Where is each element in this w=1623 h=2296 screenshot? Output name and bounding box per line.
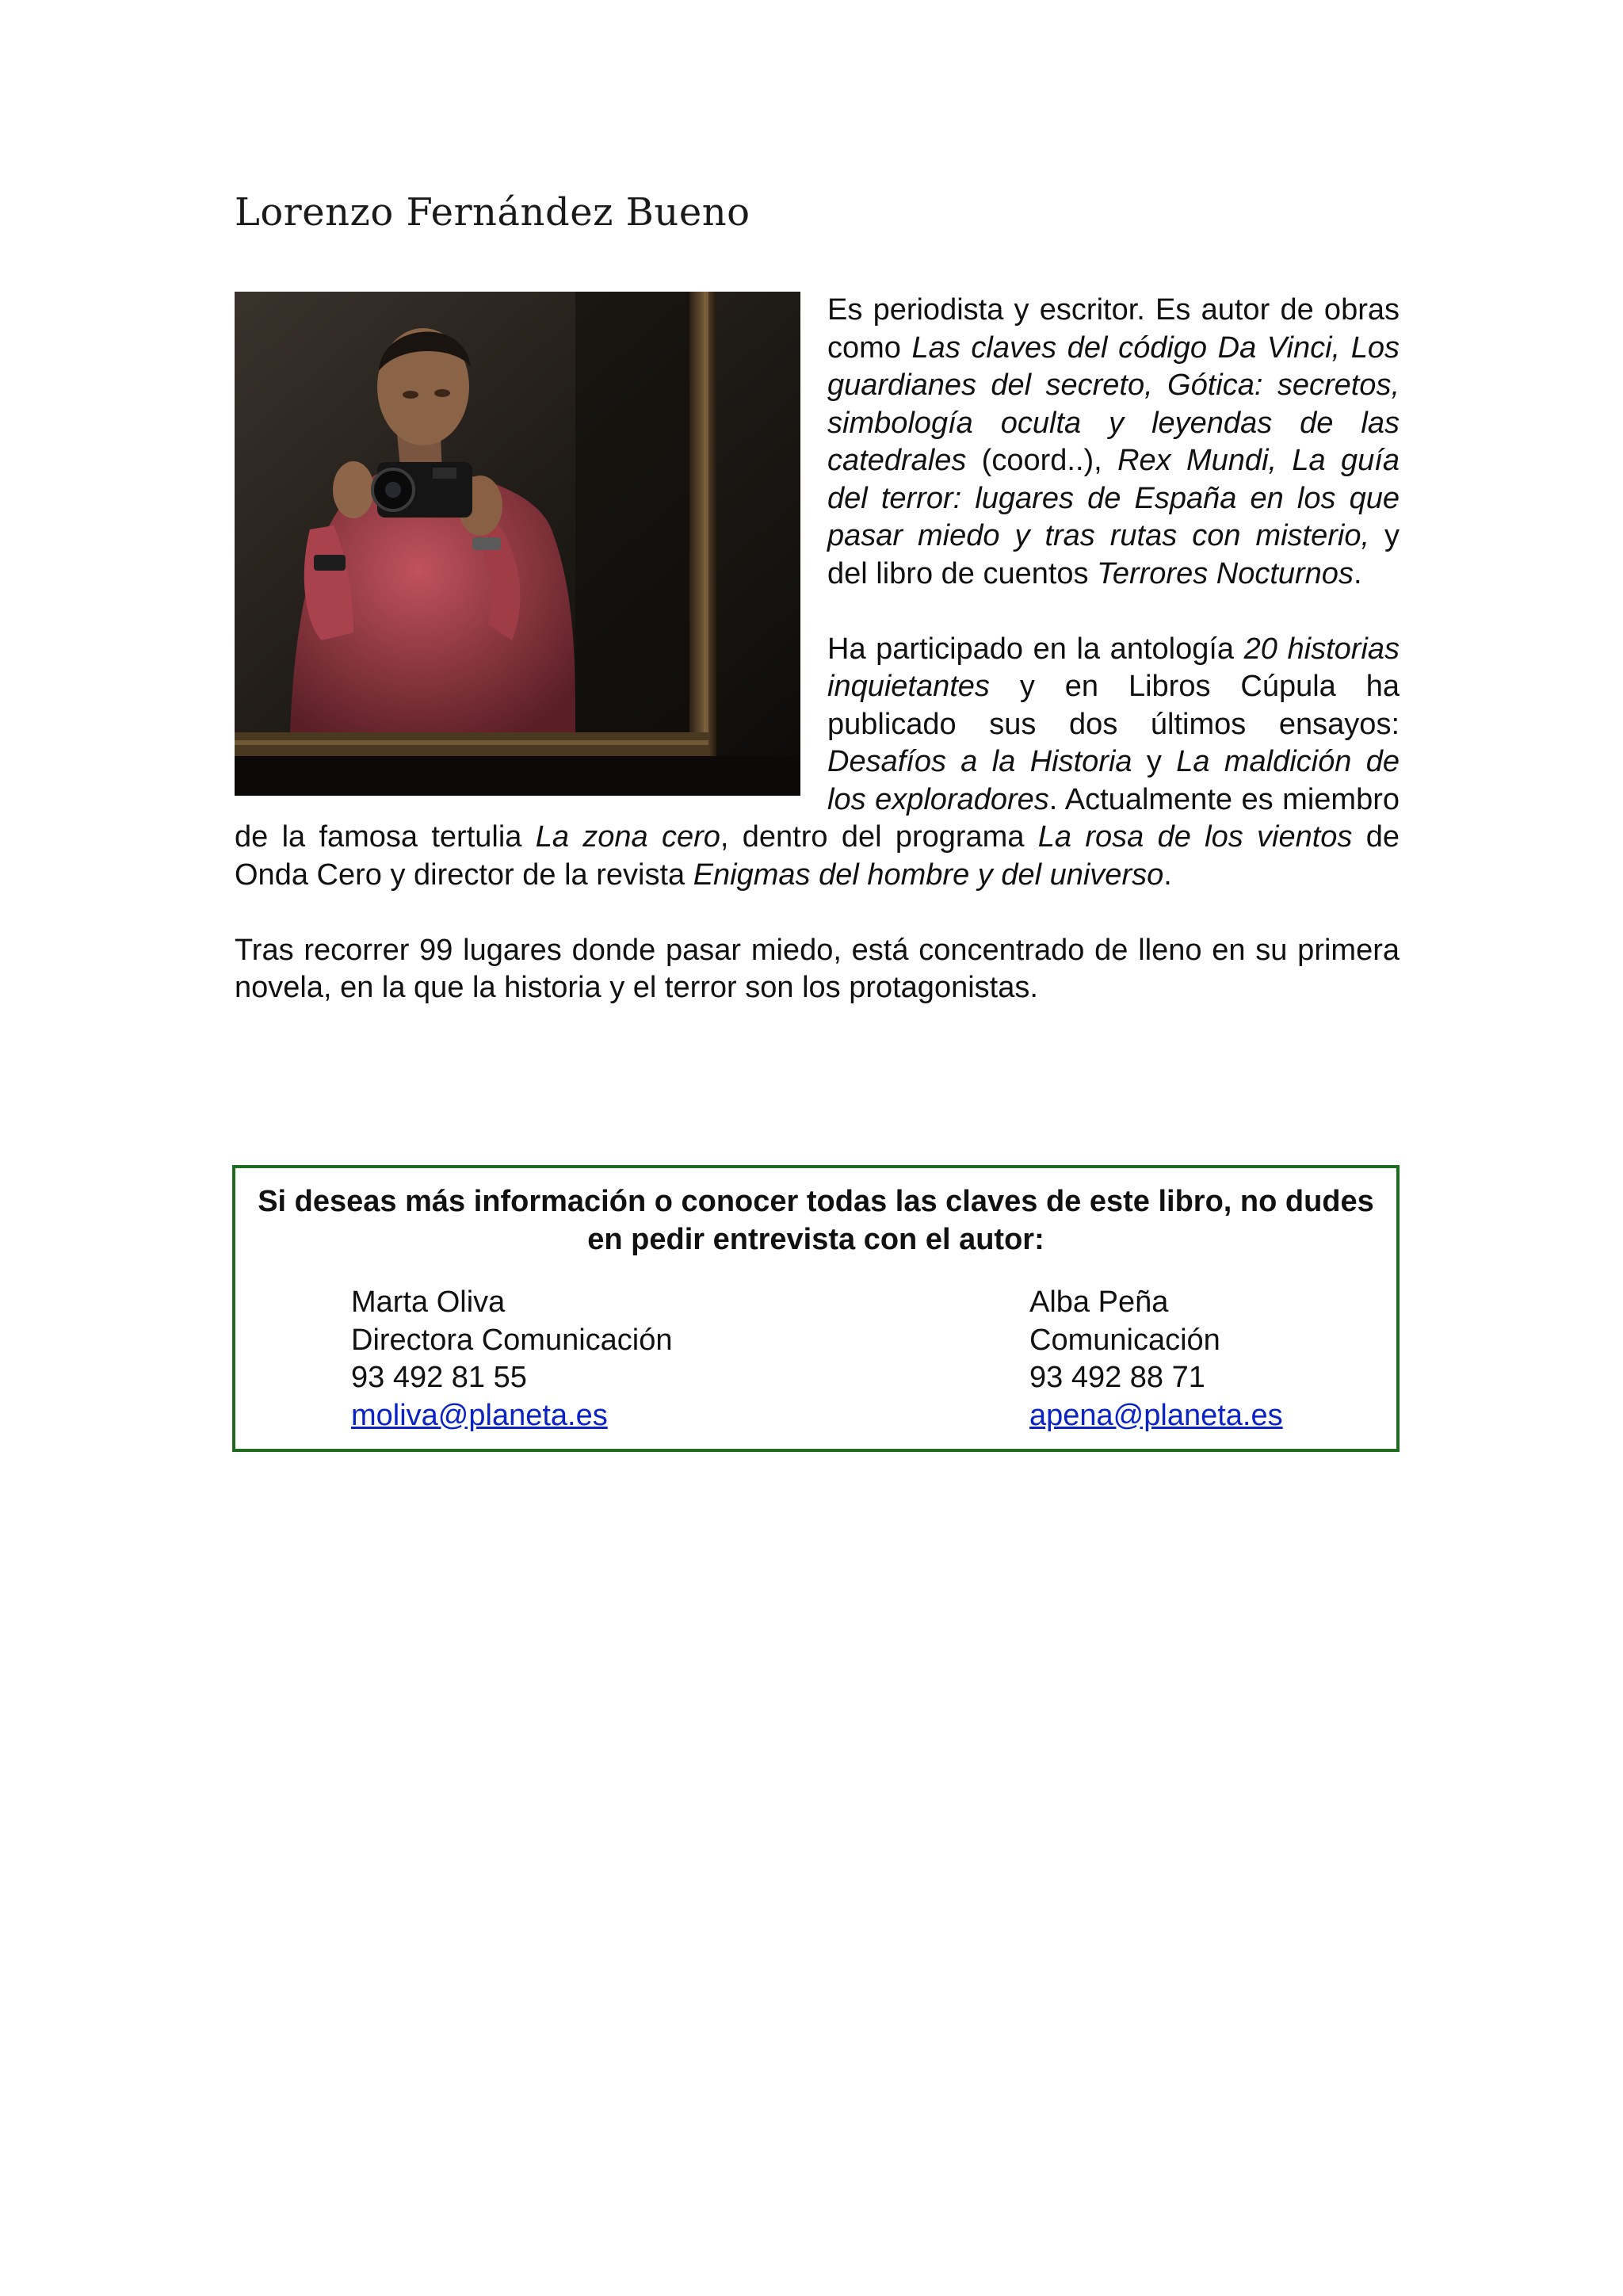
contact-email-link[interactable]: apena@planeta.es [1029,1398,1283,1432]
text-run: . Actualmente es miembro de la famosa tertulia [235,782,1400,854]
italic-title-run: La zona cero [535,820,720,854]
text-run: Es periodista y escritor. Es autor de obras como [827,293,1400,365]
contact-phone: 93 492 88 71 [1029,1361,1205,1394]
contact-name: Alba Peña [1029,1286,1169,1319]
contact-card-left [351,1284,673,1435]
italic-title-run: Desafíos a la Historia [827,745,1132,778]
text-run: Tras recorrer 99 lugares donde pasar miedo, está concentrado de lleno en su primera novela, en la que la historia y el terror son los protagonistas. [235,933,1400,1004]
italic-title-run: La maldición de los exploradores [827,745,1400,816]
bio-text [235,292,1400,1007]
contact-role: Comunicación [1029,1323,1220,1357]
contact-email-link[interactable]: moliva@planeta.es [351,1398,608,1432]
italic-title-run: Terrores Nocturnos [1097,556,1354,590]
bio-paragraph-3 [235,932,1400,1007]
contact-heading: Si deseas más información o conocer todas las claves de este libro, no dudes en pedir entrevista con el autor: [258,1185,1374,1256]
italic-title-run: Las claves del código Da Vinci, Los guardianes del secreto, Gótica: secretos, simbología oculta y leyendas de las catedrales [827,330,1400,477]
contact-card-right [1029,1284,1283,1435]
text-run: y en Libros Cúpula ha publicado sus dos últimos ensayos: [827,670,1400,741]
contact-phone: 93 492 81 55 [351,1361,527,1394]
contact-box [232,1165,1400,1452]
text-run: . [1353,556,1362,590]
italic-title-run: 20 historias inquietantes [827,632,1400,703]
contact-name: Marta Oliva [351,1286,506,1319]
text-run: y del libro de cuentos [827,519,1400,590]
text-run: (coord..), [966,444,1118,477]
text-run: y [1132,745,1177,778]
text-run: Ha participado en la antología [827,632,1244,666]
italic-title-run: La rosa de los vientos [1037,820,1353,854]
text-run: . [1163,858,1172,892]
italic-title-run: Enigmas del hombre y del universo [693,858,1164,892]
italic-title-run: Rex Mundi, La guía del terror: lugares de España en los que pasar miedo y tras rutas con misterio, [827,444,1400,552]
contact-role: Directora Comunicación [351,1323,673,1357]
text-run: de Onda Cero y director de la revista [235,820,1400,892]
author-photo [235,292,800,796]
text-run: , dentro del programa [720,820,1038,854]
author-name: Lorenzo Fernández Bueno [235,190,750,235]
